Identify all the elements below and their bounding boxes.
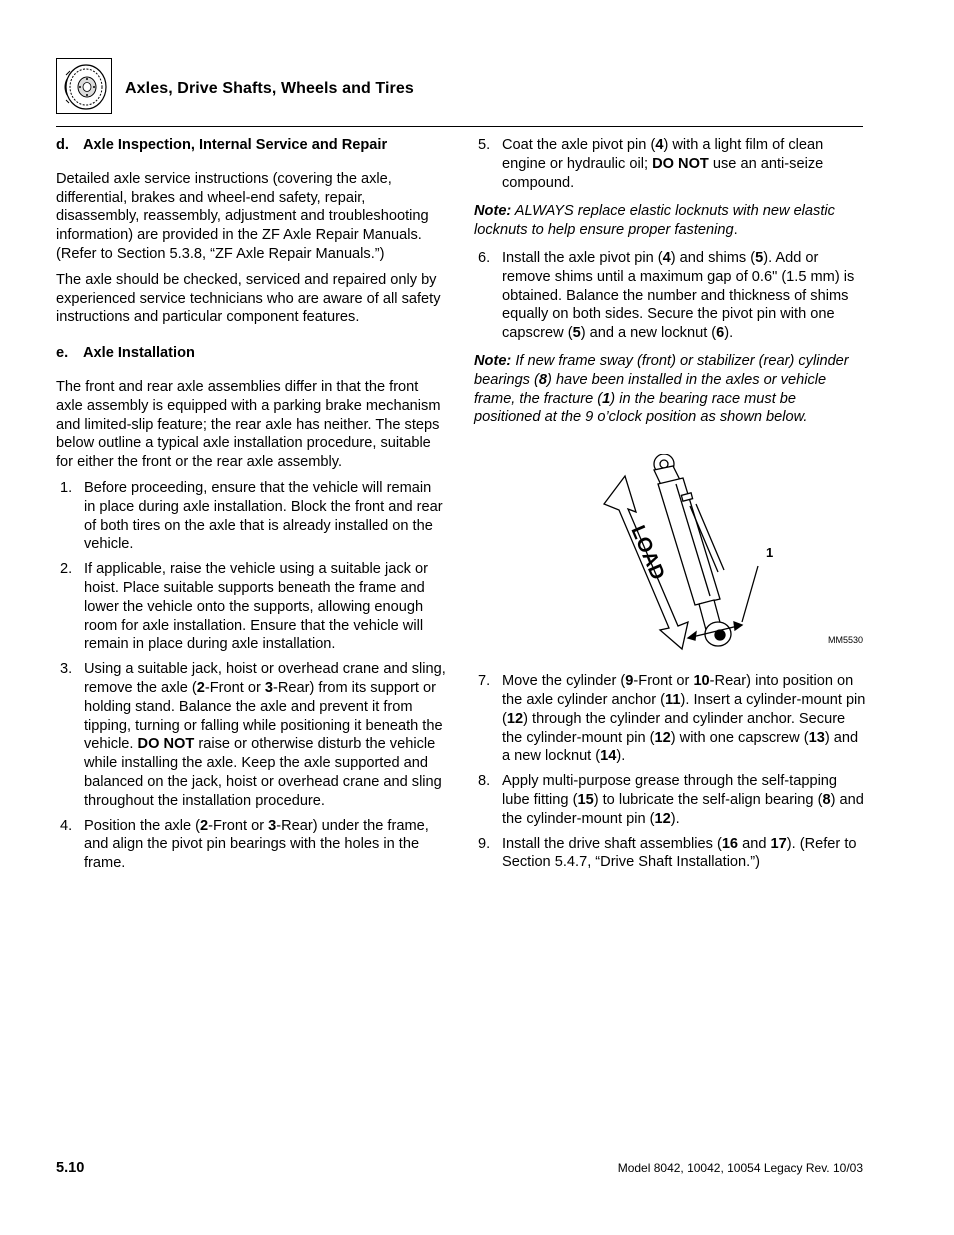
page-number: 5.10 bbox=[56, 1160, 85, 1176]
installation-steps-right-b bbox=[474, 249, 866, 343]
installation-steps-right-c bbox=[474, 672, 866, 872]
cylinder-load-diagram bbox=[474, 454, 866, 654]
section-d-paragraph-1: Detailed axle service instructions (covering the axle, differential, brakes and wheel-end safety, repair, disassembly, reassembly, adjustment and troubleshooting information) are provided in the ZF Axle Repair Manuals. (Refer to Section 5.3.8, “ZF Axle Repair Manuals.”) bbox=[56, 170, 429, 262]
section-e-heading: e. Axle Installation bbox=[56, 345, 195, 362]
left-column bbox=[56, 136, 446, 879]
header-divider bbox=[56, 126, 863, 127]
right-column bbox=[474, 136, 866, 878]
tire-icon bbox=[56, 58, 112, 114]
installation-steps-left bbox=[56, 479, 446, 873]
step-3: 3. Using a suitable jack, hoist or overhead crane and sling, remove the axle (2-Front or 3-Rear) from its support or holding stand. Balance the axle and prevent it from tipping, turning or falling while positioning it beneath the vehicle. DO NOT raise or otherwise disturb the vehicle while installing the axle. Keep the axle supported and balanced on the jack, hoist or overhead crane and sling throughout the installation procedure. bbox=[60, 661, 446, 809]
note-locknuts: Note: ALWAYS replace elastic locknuts with new elastic locknuts to help ensure proper fastening. bbox=[474, 203, 835, 239]
step-6: 6. Install the axle pivot pin (4) and shims (5). Add or remove shims until a maximum gap of 0.6" (1.5 mm) is obtained. Balance the number and thickness of shims equally on both sides. Secure the pivot pin with one capscrew (5) and a new locknut (6). bbox=[478, 249, 855, 342]
cylinder-bearing-figure bbox=[474, 454, 866, 654]
installation-steps-right-a bbox=[474, 136, 866, 192]
model-revision: Model 8042, 10042, 10054 Legacy Rev. 10/03 bbox=[617, 1161, 863, 1175]
page-header-title: Axles, Drive Shafts, Wheels and Tires bbox=[125, 80, 414, 97]
section-d-paragraph-2: The axle should be checked, serviced and repaired only by experienced service technicians who are aware of all safety instructions and particular component features. bbox=[56, 271, 441, 326]
step-9: 9. Install the drive shaft assemblies (16 and 17). (Refer to Section 5.4.7, “Drive Shaft Installation.”) bbox=[478, 835, 857, 871]
section-e-paragraph-1: The front and rear axle assemblies differ in that the front axle assembly is equipped with a parking brake mechanism and limited-slip feature; the rear axle has neither. The steps below outline a typical axle installation procedure, suitable for either the front or the rear axle assembly. bbox=[56, 378, 441, 471]
step-2: 2. If applicable, raise the vehicle using a suitable jack or hoist. Place suitable supports beneath the frame and lower the vehicle onto the supports, allowing enough room for axle installation. Ensure that the vehicle will remain in place during axle installation. bbox=[60, 561, 428, 653]
step-1: 1. Before proceeding, ensure that the vehicle will remain in place during axle installation. Block the front and rear of both tires on the axle that is already installed on the vehicle. bbox=[60, 479, 443, 553]
fracture-callout-number: 1 bbox=[766, 545, 774, 561]
step-5: 5. Coat the axle pivot pin (4) with a light film of clean engine or hydraulic oil; DO NOT use an anti-seize compound. bbox=[478, 137, 824, 191]
note-bearing-fracture: Note: If new frame sway (front) or stabilizer (rear) cylinder bearings (8) have been installed in the axles or vehicle frame, the fracture (1) in the bearing race must be positioned at the 9 o’clock position as shown below. bbox=[474, 352, 849, 426]
figure-id: MM5530 bbox=[827, 635, 863, 646]
load-label: LOAD bbox=[626, 522, 669, 584]
step-7: 7. Move the cylinder (9-Front or 10-Rear) into position on the axle cylinder anchor (11). Insert a cylinder-mount pin (12) through the cylinder and cylinder anchor. Secure the cylinder-mount pin (12) with one capscrew (13) and a new locknut (14). bbox=[478, 673, 866, 765]
step-4: 4. Position the axle (2-Front or 3-Rear) under the frame, and align the pivot pin bearings with the holes in the frame. bbox=[60, 817, 429, 872]
section-d-heading: d. Axle Inspection, Internal Service and Repair bbox=[56, 137, 388, 153]
step-8: 8. Apply multi-purpose grease through the self-tapping lube fitting (15) to lubricate the self-align bearing (8) and the cylinder-mount pin (12). bbox=[478, 773, 864, 827]
